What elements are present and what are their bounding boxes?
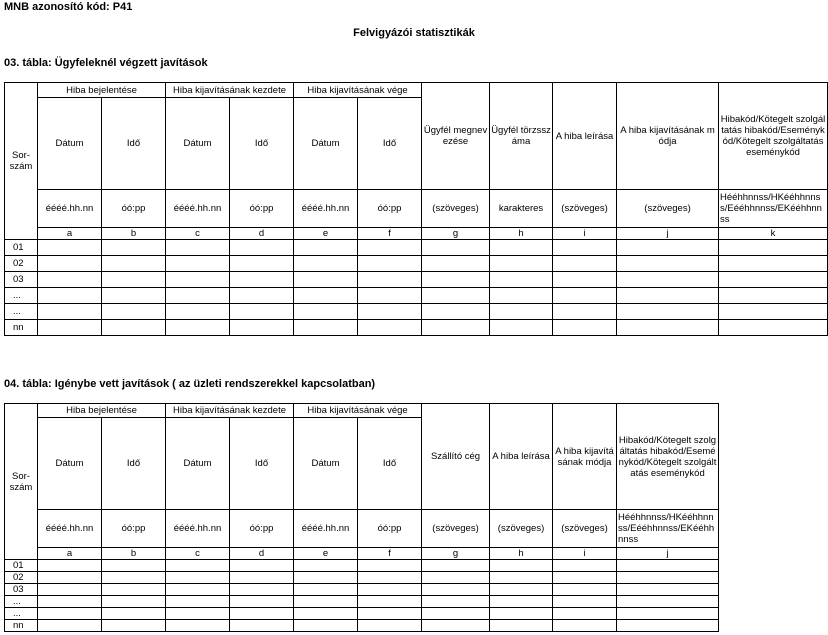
column-letter: i [553,228,617,240]
data-cell[interactable] [38,584,102,596]
data-cell[interactable] [102,240,166,256]
column-header: Hibakód/Kötegelt szolgáltatás hibakód/Eseménykód/Kötegelt szolgáltatás eseménykód [617,404,719,510]
data-cell[interactable] [166,560,230,572]
column-letter: b [102,228,166,240]
data-cell[interactable] [422,256,490,272]
data-cell[interactable] [166,608,230,620]
data-cell[interactable] [102,304,166,320]
data-cell[interactable] [490,560,553,572]
group-header: Hiba bejelentése [38,83,166,98]
data-cell[interactable] [553,560,617,572]
table-row [5,272,828,288]
table-row [5,256,828,272]
data-cell[interactable] [490,620,553,632]
data-cell[interactable] [358,320,422,336]
data-cell[interactable] [166,288,230,304]
data-cell[interactable] [422,596,490,608]
format-cell: éééé.hh.nn [166,190,230,228]
data-cell[interactable] [490,584,553,596]
data-cell[interactable] [719,304,828,320]
group-header: Hiba kijavításának kezdete [166,404,294,418]
data-cell[interactable] [617,288,719,304]
data-cell[interactable] [38,620,102,632]
table-row [5,620,719,632]
data-cell[interactable] [38,572,102,584]
data-cell[interactable] [358,256,422,272]
data-cell[interactable] [422,572,490,584]
table-row [5,596,719,608]
document-title: Felvigyázói statisztikák [353,27,475,39]
data-cell[interactable] [422,240,490,256]
data-cell[interactable] [102,596,166,608]
data-cell[interactable] [617,272,719,288]
sub-header: Dátum [294,98,358,190]
data-cell[interactable] [166,272,230,288]
data-cell[interactable] [38,288,102,304]
data-cell[interactable] [230,288,294,304]
data-cell[interactable] [294,596,358,608]
sub-header: Dátum [294,418,358,510]
format-cell: éééé.hh.nn [38,510,102,548]
data-cell[interactable] [490,320,553,336]
table-row [5,304,828,320]
data-cell[interactable] [422,288,490,304]
table-row [5,288,828,304]
data-cell[interactable] [102,560,166,572]
column-letter: h [490,548,553,560]
data-cell[interactable] [553,288,617,304]
data-cell[interactable] [38,608,102,620]
column-header: A hiba kijavításának módja [617,83,719,190]
data-cell[interactable] [102,320,166,336]
sub-header: Dátum [38,98,102,190]
column-letter: d [230,228,294,240]
column-header: A hiba leírása [553,83,617,190]
data-cell[interactable] [358,584,422,596]
data-cell[interactable] [422,620,490,632]
data-cell[interactable] [490,272,553,288]
data-cell[interactable] [553,320,617,336]
sub-header: Idő [102,418,166,510]
row-label: 03 [5,584,38,596]
data-cell[interactable] [230,256,294,272]
format-cell: (szöveges) [553,510,617,548]
data-cell[interactable] [719,288,828,304]
data-cell[interactable] [166,572,230,584]
column-letter: c [166,228,230,240]
data-cell[interactable] [38,320,102,336]
data-cell[interactable] [358,608,422,620]
format-cell: éééé.hh.nn [294,190,358,228]
table-row [5,584,719,596]
column-header: Hibakód/Kötegelt szolgáltatás hibakód/Eseménykód/Kötegelt szolgáltatás eseménykód [719,83,828,190]
sub-header: Idő [358,98,422,190]
sub-header: Dátum [38,418,102,510]
data-cell[interactable] [422,272,490,288]
sub-header: Idő [230,418,294,510]
format-cell: (szöveges) [553,190,617,228]
data-cell[interactable] [294,288,358,304]
format-cell: éééé.hh.nn [294,510,358,548]
data-cell[interactable] [38,560,102,572]
column-letter: e [294,228,358,240]
data-cell[interactable] [358,240,422,256]
column-letter: b [102,548,166,560]
table-row [5,572,719,584]
table3-title: 03. tábla: Ügyfeleknél végzett javítások [4,57,208,69]
column-header: Szállító cég [422,404,490,510]
data-cell[interactable] [102,288,166,304]
row-label: 03 [5,272,38,288]
table4-title: 04. tábla: Igénybe vett javítások ( az üzleti rendszerekkel kapcsolatban) [4,378,376,390]
data-cell[interactable] [294,620,358,632]
data-cell[interactable] [166,596,230,608]
data-cell[interactable] [422,584,490,596]
data-cell[interactable] [102,584,166,596]
column-header: Ügyfél megnevezése [422,83,490,190]
mnb-id-code: MNB azonosító kód: P41 [4,1,133,13]
row-label: ... [5,288,38,304]
data-cell[interactable] [422,608,490,620]
data-cell[interactable] [358,272,422,288]
data-cell[interactable] [553,608,617,620]
format-cell: (szöveges) [490,510,553,548]
data-cell[interactable] [102,272,166,288]
data-cell[interactable] [553,596,617,608]
format-cell: éééé.hh.nn [38,190,102,228]
data-cell[interactable] [294,240,358,256]
data-cell[interactable] [230,304,294,320]
format-cell: óó:pp [230,190,294,228]
data-cell[interactable] [358,560,422,572]
data-cell[interactable] [719,240,828,256]
table-row [5,240,828,256]
data-cell[interactable] [166,256,230,272]
column-letter: f [358,228,422,240]
sub-header: Dátum [166,418,230,510]
data-cell[interactable] [166,584,230,596]
column-letter: a [38,548,102,560]
column-letter: j [617,228,719,240]
data-cell[interactable] [490,608,553,620]
table-row [5,320,828,336]
data-cell[interactable] [490,240,553,256]
data-cell[interactable] [719,320,828,336]
row-label: 01 [5,560,38,572]
column-letter: a [38,228,102,240]
sub-header: Idő [358,418,422,510]
row-label: ... [5,608,38,620]
format-cell: karakteres [490,190,553,228]
row-label: ... [5,304,38,320]
data-cell[interactable] [166,620,230,632]
data-cell[interactable] [617,572,719,584]
data-cell[interactable] [38,272,102,288]
data-cell[interactable] [617,620,719,632]
data-cell[interactable] [38,240,102,256]
row-label: 02 [5,572,38,584]
data-cell[interactable] [553,240,617,256]
table-row [5,608,719,620]
group-header: Hiba bejelentése [38,404,166,418]
data-cell[interactable] [294,320,358,336]
data-cell[interactable] [230,320,294,336]
format-cell: óó:pp [102,510,166,548]
format-cell: (szöveges) [617,190,719,228]
column-header: A hiba leírása [490,404,553,510]
column-letter: i [553,548,617,560]
sub-header: Dátum [166,98,230,190]
data-cell[interactable] [490,304,553,320]
group-header: Hiba kijavításának vége [294,404,422,418]
data-cell[interactable] [358,620,422,632]
data-cell[interactable] [358,596,422,608]
row-label: ... [5,596,38,608]
data-cell[interactable] [719,256,828,272]
row-label: nn [5,320,38,336]
group-header: Hiba kijavításának vége [294,83,422,98]
format-cell: óó:pp [358,510,422,548]
data-cell[interactable] [294,304,358,320]
data-cell[interactable] [102,572,166,584]
data-cell[interactable] [230,560,294,572]
data-cell[interactable] [422,304,490,320]
data-cell[interactable] [166,240,230,256]
data-cell[interactable] [294,608,358,620]
data-cell[interactable] [38,304,102,320]
row-label: 02 [5,256,38,272]
column-letter: j [617,548,719,560]
column-header: A hiba kijavításának módja [553,404,617,510]
data-cell[interactable] [553,256,617,272]
data-cell[interactable] [422,560,490,572]
data-cell[interactable] [38,596,102,608]
format-cell: Hééhhnnss/HKééhhnnss/Eééhhnnss/EKééhhnnss [617,510,719,548]
column-header: Ügyfél törzsszáma [490,83,553,190]
data-cell[interactable] [358,304,422,320]
row-label: 01 [5,240,38,256]
column-letter: h [490,228,553,240]
data-cell[interactable] [294,572,358,584]
data-cell[interactable] [553,304,617,320]
format-cell: éééé.hh.nn [166,510,230,548]
column-letter: f [358,548,422,560]
data-cell[interactable] [490,288,553,304]
format-cell: óó:pp [358,190,422,228]
data-cell[interactable] [617,560,719,572]
data-cell[interactable] [102,620,166,632]
data-cell[interactable] [294,560,358,572]
data-cell[interactable] [294,272,358,288]
data-cell[interactable] [617,596,719,608]
data-cell[interactable] [230,584,294,596]
data-cell[interactable] [358,288,422,304]
column-letter: g [422,228,490,240]
data-cell[interactable] [230,572,294,584]
sub-header: Idő [230,98,294,190]
data-cell[interactable] [553,272,617,288]
column-letter: d [230,548,294,560]
sub-header: Idő [102,98,166,190]
data-cell[interactable] [166,304,230,320]
row-label: nn [5,620,38,632]
data-cell[interactable] [422,320,490,336]
data-cell[interactable] [230,240,294,256]
data-cell[interactable] [230,272,294,288]
data-cell[interactable] [230,608,294,620]
format-cell: (szöveges) [422,510,490,548]
data-cell[interactable] [490,596,553,608]
data-cell[interactable] [617,304,719,320]
data-cell[interactable] [617,240,719,256]
data-cell[interactable] [553,584,617,596]
data-cell[interactable] [617,584,719,596]
data-cell[interactable] [617,608,719,620]
data-cell[interactable] [553,572,617,584]
serial-header: Sor- szám [5,83,38,240]
data-cell[interactable] [230,620,294,632]
data-cell[interactable] [617,320,719,336]
data-cell[interactable] [294,256,358,272]
data-cell[interactable] [294,584,358,596]
format-cell: Hééhhnnss/HKééhhnnss/Eééhhnnss/EKééhhnnss [719,190,828,228]
table-row [5,560,719,572]
data-cell[interactable] [490,572,553,584]
table3 [4,82,828,336]
column-letter: k [719,228,828,240]
table4 [4,403,719,632]
format-cell: óó:pp [230,510,294,548]
data-cell[interactable] [490,256,553,272]
data-cell[interactable] [166,320,230,336]
format-cell: óó:pp [102,190,166,228]
data-cell[interactable] [102,256,166,272]
data-cell[interactable] [358,572,422,584]
data-cell[interactable] [617,256,719,272]
data-cell[interactable] [230,596,294,608]
column-letter: c [166,548,230,560]
data-cell[interactable] [38,256,102,272]
data-cell[interactable] [719,272,828,288]
data-cell[interactable] [553,620,617,632]
format-cell: (szöveges) [422,190,490,228]
group-header: Hiba kijavításának kezdete [166,83,294,98]
serial-header: Sor- szám [5,404,38,560]
column-letter: g [422,548,490,560]
column-letter: e [294,548,358,560]
data-cell[interactable] [102,608,166,620]
